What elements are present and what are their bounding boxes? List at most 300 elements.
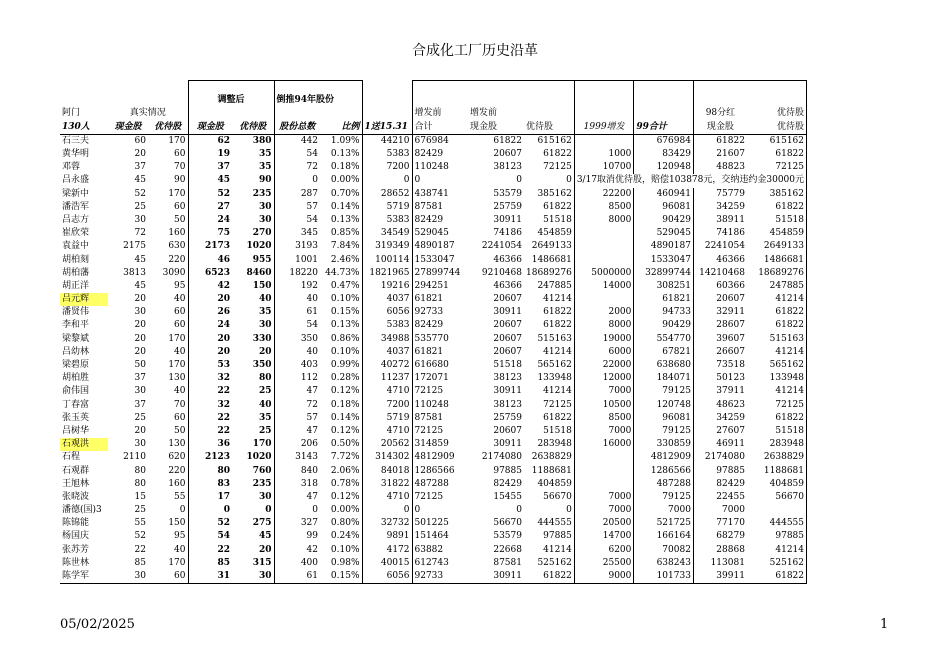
row-name-cell: 杨国庆	[62, 531, 90, 542]
table-cell: 53579	[493, 188, 522, 199]
row-name-cell: 丁春富	[62, 399, 90, 410]
table-cell: 0.00%	[320, 174, 362, 187]
table-cell: 620	[168, 452, 186, 463]
table-cell: 28607	[693, 319, 747, 332]
row-name-cell: 王旭林	[62, 478, 90, 489]
table-cell: 35	[232, 306, 274, 319]
table-cell: 955	[232, 253, 274, 266]
table-cell: 61821	[634, 293, 694, 306]
table-cell: 1486681	[747, 253, 807, 266]
table-cell: 0.86%	[320, 333, 362, 346]
table-cell: 345	[274, 227, 320, 240]
table-cell: 22455	[693, 491, 747, 504]
table-cell: 30	[232, 214, 274, 227]
table-cell: 87581	[412, 201, 468, 214]
table-cell: 1001	[274, 253, 320, 266]
table-cell: 110248	[412, 161, 468, 174]
table-cell: 1188681	[524, 464, 574, 477]
table-cell: 97885	[493, 465, 522, 476]
table-cell: 37	[134, 373, 146, 384]
table-cell: 2.06%	[320, 464, 362, 477]
table-cell: 46366	[693, 253, 747, 266]
table-cell: 2241054	[693, 240, 747, 253]
table-cell: 5383	[386, 149, 410, 160]
table-cell: 37	[134, 399, 146, 410]
table-cell: 444555	[747, 517, 807, 530]
table-cell: 247885	[524, 280, 574, 293]
table-row	[60, 240, 807, 253]
table-cell: 5383	[386, 320, 410, 331]
table-cell: 101733	[634, 570, 694, 584]
table-cell: 160	[168, 478, 186, 489]
table-cell: 25	[232, 385, 274, 398]
table-cell: 283948	[524, 438, 574, 451]
table-cell: 2638829	[747, 451, 807, 464]
table-cell	[574, 478, 634, 491]
table-cell: 61822	[524, 306, 574, 319]
row-name-cell: 黄华明	[62, 149, 90, 160]
header-ratio: 比例	[320, 121, 362, 135]
table-cell: 0.47%	[320, 280, 362, 293]
table-cell: 40	[174, 386, 186, 397]
table-cell: 385162	[747, 188, 807, 201]
table-cell: 4172	[386, 544, 410, 555]
table-cell: 0.78%	[320, 478, 362, 491]
table-cell: 20	[188, 346, 232, 359]
table-cell: 30911	[493, 439, 522, 450]
table-cell: 565162	[747, 359, 807, 372]
table-cell: 20607	[493, 320, 522, 331]
table-cell: 4710	[386, 425, 410, 436]
table-cell	[747, 504, 807, 517]
table-cell: 315	[232, 557, 274, 570]
table-row	[60, 412, 807, 425]
table-row	[60, 530, 807, 543]
table-row	[60, 306, 807, 319]
table-cell: 615162	[524, 134, 574, 148]
row-name-cell: 张晓波	[62, 491, 90, 502]
row-name-cell: 陈世林	[62, 557, 90, 568]
table-cell: 3090	[162, 267, 186, 278]
table-cell: 2000	[574, 306, 634, 319]
table-cell: 170	[168, 188, 186, 199]
table-cell: 638243	[634, 557, 694, 570]
table-cell: 72125	[412, 385, 468, 398]
table-cell: 5000000	[574, 267, 634, 280]
table-cell: 0.24%	[320, 530, 362, 543]
table-cell: 25	[134, 505, 146, 516]
table-cell: 52	[134, 531, 146, 542]
table-cell: 61822	[747, 148, 807, 161]
table-cell: 283948	[747, 438, 807, 451]
table-cell: 501225	[412, 517, 468, 530]
table-cell: 38123	[493, 399, 522, 410]
table-cell: 83	[188, 478, 232, 491]
table-cell: 0.50%	[320, 438, 362, 451]
table-row	[60, 385, 807, 398]
table-cell: 151464	[412, 530, 468, 543]
table-cell: 42	[274, 544, 320, 557]
row-name-cell: 石观群	[62, 465, 90, 476]
table-cell: 1486681	[524, 253, 574, 266]
table-cell: 113081	[693, 557, 747, 570]
row-name-cell: 陈学军	[60, 570, 108, 584]
table-cell: 61822	[693, 134, 747, 148]
table-cell: 1533047	[412, 253, 468, 266]
table-cell: 8500	[574, 201, 634, 214]
table-cell: 120948	[634, 161, 694, 174]
table-cell: 72	[274, 161, 320, 174]
table-row	[60, 201, 807, 214]
table-cell: 36	[188, 438, 232, 451]
table-cell: 47	[274, 491, 320, 504]
table-cell: 61822	[493, 135, 522, 146]
header-adj-pref: 优待股	[232, 121, 274, 135]
table-cell: 0	[516, 175, 522, 186]
table-cell: 444555	[524, 517, 574, 530]
table-cell: 20	[232, 346, 274, 359]
table-cell: 4710	[386, 386, 410, 397]
table-cell: 330859	[634, 438, 694, 451]
table-cell: 308251	[634, 280, 694, 293]
table-row	[60, 544, 807, 557]
table-cell: 150	[168, 518, 186, 529]
table-cell: 38911	[693, 214, 747, 227]
table-cell: 26	[188, 306, 232, 319]
table-cell: 74186	[493, 228, 522, 239]
table-cell: 220	[168, 465, 186, 476]
table-cell: 9210468	[481, 267, 522, 278]
table-cell: 85	[134, 557, 146, 568]
table-cell: 40	[232, 293, 274, 306]
row-name-cell: 吕永盛	[62, 175, 90, 186]
table-cell: 99	[274, 530, 320, 543]
table-cell: 350	[274, 333, 320, 346]
table-cell: 25	[232, 425, 274, 438]
table-cell: 760	[232, 464, 274, 477]
table-cell: 6200	[574, 544, 634, 557]
table-cell: 51518	[524, 214, 574, 227]
table-cell: 95	[174, 531, 186, 542]
table-cell: 40	[274, 293, 320, 306]
header-pre-issue-b: 增发前	[470, 108, 498, 119]
table-cell: 20607	[493, 425, 522, 436]
table-cell: 0.18%	[320, 161, 362, 174]
table-cell: 61821	[412, 346, 468, 359]
table-cell: 68279	[693, 530, 747, 543]
table-cell: 82429	[412, 148, 468, 161]
footer-date: 05/02/2025	[60, 617, 135, 632]
table-cell	[574, 451, 634, 464]
table-cell: 61822	[747, 306, 807, 319]
table-cell: 34259	[693, 412, 747, 425]
table-cell: 45	[134, 175, 146, 186]
row-name-cell: 潘贤伟	[62, 307, 90, 318]
table-cell: 0.00%	[320, 504, 362, 517]
table-cell: 529045	[634, 227, 694, 240]
table-cell: 0.15%	[320, 570, 362, 584]
table-cell: 10700	[574, 161, 634, 174]
table-cell: 133948	[747, 372, 807, 385]
table-cell: 11237	[380, 373, 410, 384]
table-cell: 220	[168, 254, 186, 265]
row-name-cell: 张玉英	[62, 412, 90, 423]
table-cell: 676984	[412, 134, 468, 148]
table-cell: 41214	[524, 346, 574, 359]
table-cell: 8460	[232, 267, 274, 280]
table-cell: 2175	[123, 241, 146, 252]
table-cell: 22	[188, 412, 232, 425]
table-cell: 42	[188, 280, 232, 293]
table-cell: 72125	[747, 161, 807, 174]
table-cell: 8000	[574, 319, 634, 332]
table-row	[60, 372, 807, 385]
row-name-cell: 梁黎斌	[62, 333, 90, 344]
table-cell: 41214	[747, 293, 807, 306]
table-cell: 52	[134, 188, 146, 199]
table-cell: 83429	[634, 148, 694, 161]
table-cell: 319349	[375, 241, 410, 252]
table-cell: 487288	[634, 478, 694, 491]
table-cell: 112	[274, 372, 320, 385]
spreadsheet-table	[60, 80, 807, 584]
table-cell: 20	[232, 544, 274, 557]
table-cell: 170	[168, 135, 186, 146]
table-cell: 5383	[386, 214, 410, 225]
table-cell: 60	[174, 320, 186, 331]
table-row	[60, 227, 807, 240]
header-reverse-94: 倒推94年股份	[274, 94, 362, 107]
table-cell: 2174080	[693, 451, 747, 464]
table-cell: 61822	[747, 570, 807, 584]
table-cell: 0.15%	[320, 306, 362, 319]
table-cell: 19216	[380, 280, 410, 291]
table-row	[60, 557, 807, 570]
table-cell: 75779	[693, 188, 747, 201]
table-cell: 27607	[693, 425, 747, 438]
table-cell: 1.09%	[320, 134, 362, 148]
table-cell: 34259	[693, 201, 747, 214]
table-cell: 1286566	[634, 464, 694, 477]
table-cell: 25759	[493, 412, 522, 423]
table-cell: 72125	[412, 425, 468, 438]
table-cell: 44.73%	[320, 267, 362, 280]
header-1999-issue: 1999增发	[574, 121, 634, 135]
table-cell: 170	[168, 557, 186, 568]
table-cell: 61822	[524, 201, 574, 214]
table-cell: 565162	[524, 359, 574, 372]
table-cell: 97885	[693, 464, 747, 477]
table-cell: 22668	[493, 544, 522, 555]
row-name-cell: 石程	[62, 452, 81, 463]
table-cell: 57	[274, 201, 320, 214]
table-cell: 294251	[412, 280, 468, 293]
table-cell: 404859	[524, 478, 574, 491]
table-cell: 314302	[375, 452, 410, 463]
table-cell: 2241054	[481, 241, 522, 252]
table-cell: 40	[274, 346, 320, 359]
table-cell: 53	[188, 359, 232, 372]
table-cell	[574, 253, 634, 266]
table-cell: 2123	[188, 451, 232, 464]
table-cell: 34549	[380, 228, 410, 239]
table-cell: 20607	[493, 294, 522, 305]
table-cell: 0.10%	[320, 544, 362, 557]
table-cell: 170	[232, 438, 274, 451]
table-cell: 35	[232, 148, 274, 161]
table-cell: 30	[134, 439, 146, 450]
table-cell: 18689276	[747, 267, 807, 280]
table-cell: 41214	[524, 293, 574, 306]
header-130: 130人	[60, 121, 108, 135]
table-cell: 61822	[747, 319, 807, 332]
table-cell: 2638829	[524, 451, 574, 464]
table-cell: 52	[188, 188, 232, 201]
table-cell: 7000	[574, 491, 634, 504]
table-cell: 55	[134, 518, 146, 529]
table-cell: 25759	[493, 201, 522, 212]
table-cell: 30	[232, 570, 274, 584]
table-cell: 20500	[574, 517, 634, 530]
table-cell: 22	[134, 544, 146, 555]
table-cell: 5719	[386, 201, 410, 212]
table-cell: 60	[134, 135, 146, 146]
table-cell: 0.13%	[320, 214, 362, 227]
table-cell: 46366	[493, 280, 522, 291]
table-cell: 275	[232, 517, 274, 530]
table-cell	[574, 227, 634, 240]
table-cell: 79125	[634, 425, 694, 438]
table-cell: 61822	[524, 412, 574, 425]
header-98-cash: 现金股	[693, 121, 747, 135]
table-cell: 96081	[634, 412, 694, 425]
table-row	[60, 399, 807, 412]
table-cell: 6000	[574, 346, 634, 359]
table-cell: 61	[274, 306, 320, 319]
table-cell: 45	[134, 280, 146, 291]
table-cell: 460941	[634, 188, 694, 201]
table-cell: 28868	[693, 544, 747, 557]
table-row	[60, 517, 807, 530]
row-name-cell: 胡柏藩	[62, 267, 90, 278]
table-cell: 60	[148, 570, 188, 584]
table-cell: 7.84%	[320, 240, 362, 253]
table-cell: 52	[188, 517, 232, 530]
table-cell: 2173	[188, 240, 232, 253]
table-row	[60, 148, 807, 161]
table-cell: 72125	[524, 161, 574, 174]
table-cell: 20	[134, 425, 146, 436]
table-cell: 39911	[693, 570, 747, 584]
table-cell: 515163	[747, 333, 807, 346]
table-cell: 26607	[693, 346, 747, 359]
row-name-cell: 石观洪	[60, 438, 108, 451]
table-cell: 7000	[693, 504, 747, 517]
table-cell: 48623	[693, 399, 747, 412]
table-cell: 7000	[574, 425, 634, 438]
table-cell: 130	[168, 439, 186, 450]
table-cell: 15	[134, 491, 146, 502]
table-cell: 615162	[747, 134, 807, 148]
row-name-cell: 吕幼林	[62, 346, 90, 357]
row-name-cell: 陈锦能	[62, 518, 90, 529]
row-name-cell: 胡正洋	[62, 280, 90, 291]
table-cell: 521725	[634, 517, 694, 530]
table-cell: 487288	[412, 478, 468, 491]
table-cell: 30	[108, 570, 148, 584]
row-name-cell: 邓蓉	[62, 162, 81, 173]
table-cell: 454859	[747, 227, 807, 240]
table-cell: 172071	[412, 372, 468, 385]
table-cell: 25500	[574, 557, 634, 570]
table-row	[60, 359, 807, 372]
table-cell: 61822	[524, 319, 574, 332]
table-cell: 327	[274, 517, 320, 530]
table-cell: 48823	[693, 161, 747, 174]
table-cell: 12000	[574, 372, 634, 385]
row-name-cell: 李和平	[62, 320, 90, 331]
header-99-total: 99合计	[634, 121, 694, 135]
table-row	[60, 491, 807, 504]
header-98-dividend: 98分红	[693, 107, 747, 120]
table-cell: 20607	[493, 149, 522, 160]
table-cell: 70	[174, 399, 186, 410]
table-cell: 60	[174, 201, 186, 212]
table-cell: 20562	[380, 439, 410, 450]
header-pre-issue-a: 增发前	[412, 107, 468, 120]
row-name-cell: 吕元辉	[60, 293, 108, 306]
table-row	[60, 570, 807, 584]
table-cell: 72	[274, 399, 320, 412]
table-cell: 330	[232, 333, 274, 346]
table-cell: 130	[168, 373, 186, 384]
table-cell: 40272	[380, 360, 410, 371]
table-cell: 82429	[412, 319, 468, 332]
table-cell: 50123	[693, 372, 747, 385]
table-cell: 0	[403, 175, 410, 186]
table-cell: 20	[134, 320, 146, 331]
table-cell: 0.18%	[320, 399, 362, 412]
table-cell: 30911	[468, 570, 524, 584]
table-cell: 61822	[747, 201, 807, 214]
table-cell: 56670	[524, 491, 574, 504]
table-cell: 287	[274, 188, 320, 201]
table-cell: 41214	[747, 544, 807, 557]
header-98-pref: 优待股	[747, 121, 807, 135]
table-row	[60, 280, 807, 293]
table-cell: 0.14%	[320, 412, 362, 425]
table-cell: 40015	[380, 557, 410, 568]
table-cell: 47	[274, 385, 320, 398]
table-cell: 19000	[574, 333, 634, 346]
table-row	[60, 425, 807, 438]
table-cell: 20	[188, 333, 232, 346]
table-cell: 30911	[493, 307, 522, 318]
table-cell: 160	[168, 228, 186, 239]
table-cell: 87581	[493, 557, 522, 568]
table-cell: 85	[188, 557, 232, 570]
row-name-cell: 胡柏刻	[62, 254, 90, 265]
table-cell: 616680	[412, 359, 468, 372]
table-cell: 15455	[493, 491, 522, 502]
table-cell: 35	[232, 412, 274, 425]
page-title: 合成化工厂历史沿革	[412, 43, 538, 59]
table-cell: 50	[174, 214, 186, 225]
table-cell: 50	[134, 360, 146, 371]
table-cell: 529045	[412, 227, 468, 240]
table-cell: 10500	[574, 399, 634, 412]
table-cell: 56670	[747, 491, 807, 504]
